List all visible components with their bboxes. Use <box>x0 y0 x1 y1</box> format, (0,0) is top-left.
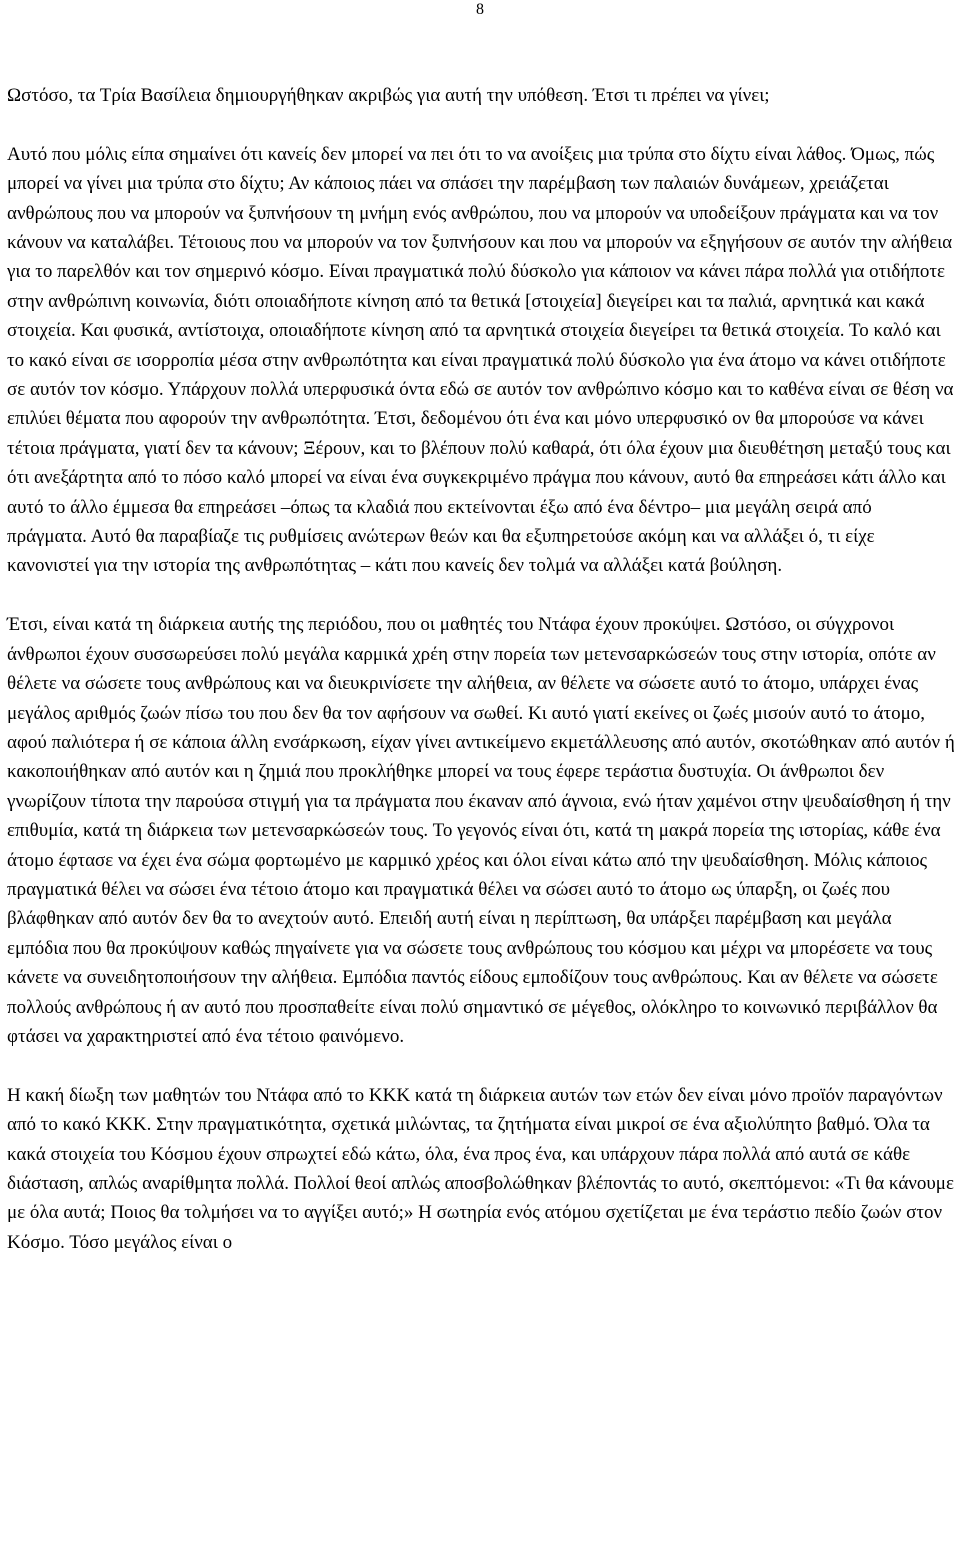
paragraph-2: Αυτό που μόλις είπα σημαίνει ότι κανείς δεν μπορεί να πει ότι το να ανοίξεις μια τρύπα στο δίχτυ είναι λάθος. Όμως, πώς μπορεί να γίνει μια τρύπα στο δίχτυ; Αν κάποιος πάει να σπάσει την παρέμβαση των παλαιών δυνάμεων, χρειάζεται ανθρώπους που να μπορούν να ξυπνήσουν τη μνήμη ενός ανθρώπου, που να μπορούν να υποδείξουν πράγματα και να τον κάνουν να καταλάβει. Τέτοιους που να μπορούν να τον ξυπνήσουν και που να μπορούν να εξηγήσουν σε αυτόν την αλήθεια για το παρελθόν και τον σημερινό κόσμο. Είναι πραγματικά πολύ δύσκολο για κάποιον να κάνει πάρα πολλά για οτιδήποτε στην ανθρώπινη κοινωνία, διότι οποιαδήποτε κίνηση από τα θετικά [στοιχεία] διεγείρει και τα παλιά, αρνητικά και κακά στοιχεία. Και φυσικά, αντίστοιχα, οποιαδήποτε κίνηση από τα αρνητικά στοιχεία διεγείρει τα θετικά στοιχεία. Το καλό και το κακό είναι σε ισορροπία μέσα στην ανθρωπότητα και είναι πραγματικά πολύ δύσκολο για ένα άτομο να κάνει οτιδήποτε σε αυτόν τον κόσμο. Υπάρχουν πολλά υπερφυσικά όντα εδώ σε αυτόν τον ανθρώπινο κόσμο και το καθένα είναι σε θέση να επιλύει θέματα που αφορούν την ανθρωπότητα. Έτσι, δεδομένου ότι ένα και μόνο υπερφυσικό ον θα μπορούσε να κάνει τέτοια πράγματα, γιατί δεν τα κάνουν; Ξέρουν, και το βλέπουν πολύ καθαρά, ότι όλα έχουν μια διευθέτηση μεταξύ τους και ότι ανεξάρτητα από το πόσο καλό μπορεί να είναι ένα συγκεκριμένο πράγμα που κάνουν, αυτό θα επηρεάσει κάτι άλλο και αυτό το άλλο έμμεσα θα επηρεάσει –όπως τα κλαδιά που εκτείνονται έξω από ένα δέντρο– μια μεγάλη σειρά από πράγματα. Αυτό θα παραβίαζε τις ρυθμίσεις ανώτερων θεών και θα εξυπηρετούσε ακόμη και να αλλάξει ό, τι είχε κανονιστεί για την ιστορία της ανθρωπότητας – κάτι που κανείς δεν τολμά να αλλάξει κατά βούληση. <box>7 143 954 577</box>
paragraph-1: Ωστόσο, τα Τρία Βασίλεια δημιουργήθηκαν ακριβώς για αυτή την υπόθεση. Έτσι τι πρέπει να γίνει; <box>7 85 770 106</box>
paragraph-3: Έτσι, είναι κατά τη διάρκεια αυτής της περιόδου, που οι μαθητές του Ντάφα έχουν προκύψει. Ωστόσο, οι σύγχρονοι άνθρωποι έχουν συσσωρεύσει πολύ μεγάλα καρμικά χρέη στην πορεία των μετενσαρκώσεών τους στην ιστορία, οπότε αν θέλετε να σώσετε τους ανθρώπους και να διευκρινίσετε την αλήθεια, αν θέλετε να σώσετε αυτό το άτομο, υπάρχει ένας μεγάλος αριθμός ζωών πίσω του που δεν θα τον αφήσουν να σωθεί. Κι αυτό γιατί εκείνες οι ζωές μισούν αυτό το άτομο, αφού παλιότερα ή σε κάποια άλλη ενσάρκωση, είχαν γίνει αντικείμενο εκμετάλλευσης από αυτόν, σκοτώθηκαν από αυτόν ή κακοποιήθηκαν από αυτόν και η ζημιά που προκλήθηκε μπορεί να τους έφερε τεράστια δυστυχία. Οι άνθρωποι δεν γνωρίζουν τίποτα την παρούσα στιγμή για τα πράγματα που έκαναν από άγνοια, ενώ ήταν χαμένοι στην ψευδαίσθηση ή την επιθυμία, κατά τη διάρκεια των μετενσαρκώσεών τους. Το γεγονός είναι ότι, κατά τη μακρά πορεία της ιστορίας, κάθε ένα άτομο έφτασε να έχει ένα σώμα φορτωμένο με καρμικό χρέος και όλοι είναι κάτω από την ψευδαίσθηση. Μόλις κάποιος πραγματικά θέλει να σώσει ένα τέτοιο άτομο και πραγματικά θέλει να σώσει αυτό το άτομο ως ύπαρξη, οι ζωές που βλάφθηκαν από αυτόν δεν θα το ανεχτούν αυτό. Επειδή αυτή είναι η περίπτωση, θα υπάρξει παρέμβαση και μεγάλα εμπόδια που θα προκύψουν καθώς πηγαίνετε για να σώσετε τους ανθρώπους του κόσμου και μέχρι να μπορέσετε να τους κάνετε να συνειδητοποιήσουν την αλήθεια. Εμπόδια παντός είδους εμποδίζουν τους ανθρώπους. Και αν θέλετε να σώσετε πολλούς ανθρώπους ή αν αυτό που προσπαθείτε είναι πολύ σημαντικό σε μέγεθος, ολόκληρο το κοινωνικό περιβάλλον θα φτάσει να χαρακτηριστεί από ένα τέτοιο φαινόμενο. <box>7 614 955 1047</box>
document-body <box>7 81 955 1257</box>
paragraph-4: Η κακή δίωξη των μαθητών του Ντάφα από το ΚΚΚ κατά τη διάρκεια αυτών των ετών δεν είναι μόνο προϊόν παραγόντων από το κακό ΚΚΚ. Στην πραγματικότητα, σχετικά μιλώντας, τα ζητήματα είναι μικροί σε ένα αξιολύπητο βαθμό. Όλα τα κακά στοιχεία του Κόσμου έχουν σπρωχτεί εδώ κάτω, όλα, ένα προς ένα, και υπάρχουν πάρα πολλά από αυτά σε κάθε διάσταση, απλώς αναρίθμητα πολλά. Πολλοί θεοί απλώς αποσβολώθηκαν βλέποντάς το αυτό, σκεπτόμενοι: «Τι θα κάνουμε με όλα αυτά; Ποιος θα τολμήσει να το αγγίξει αυτό;» Η σωτηρία ενός ατόμου σχετίζεται με ένα τεράστιο πεδίο ζωών στον Κόσμο. Τόσο μεγάλος είναι ο <box>7 1084 954 1253</box>
page-number: 8 <box>476 1 484 18</box>
